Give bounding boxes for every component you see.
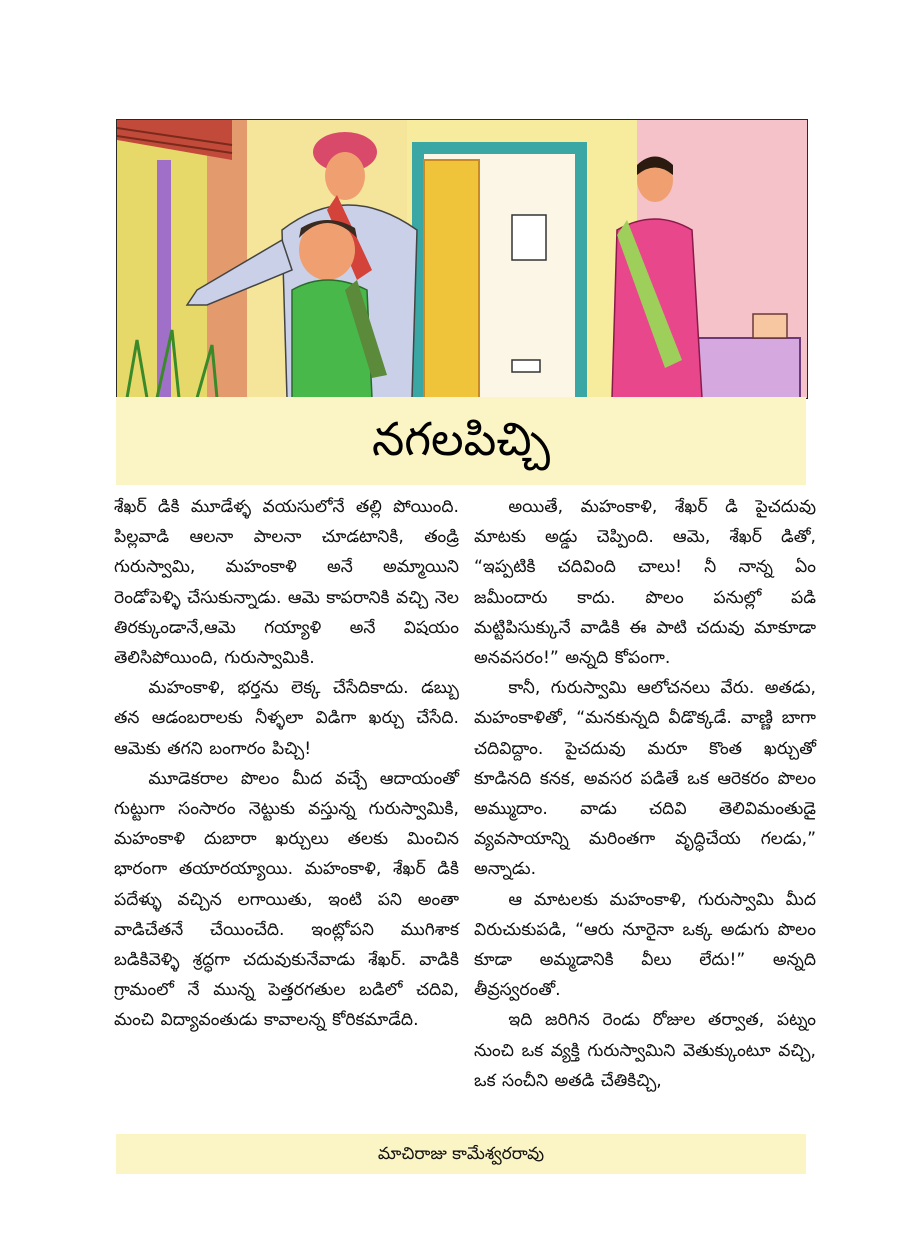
paragraph: మహంకాళి, భర్తను లెక్క చేసేదికాదు. డబ్బు తన ఆడంబరాలకు నీళ్ళలా విడిగా ఖర్చు చేసేది. ఆమెకు తగని బంగారం పిచ్చి!	[114, 678, 459, 759]
title-banner	[116, 397, 806, 485]
author-name: మాచిరాజు కామేశ్వరరావు	[377, 1144, 545, 1164]
story-illustration	[116, 119, 808, 399]
text-column-right	[474, 492, 816, 1096]
paragraph: మూడెకరాల పొలం మీద వచ్చే ఆదాయంతో గుట్టుగా సంసారం నెట్టుకు వస్తున్న గురుస్వామికి, మహంకాళి దుబారా ఖర్చులు తలకు మించిన భారంగా తయారయ్యాయి. మహంకాళి, శేఖర్ డికి పదేళ్ళు వచ్చిన లగాయితు, ఇంటి పని అంతా వాడిచేతనే చేయించేది. ఇంట్లోపని ముగిశాక బడికివెళ్ళి శ్రద్ధగా చదువుకునేవాడు శేఖర్. వాడికి గ్రామంలో నే మున్న పెత్తరగతుల బడిలో చదివి, మంచి విద్యావంతుడు కావాలన్న కోరికమాడేది.	[114, 768, 459, 1031]
text-column-left	[114, 492, 459, 1036]
paragraph: ఆ మాటలకు మహంకాళి, గురుస్వామి మీద విరుచుకుపడి, “ఆరు నూరైనా ఒక్క అడుగు పొలం కూడా అమ్మడానికి వీలు లేదు!” అన్నది తీవ్రస్వరంతో.	[474, 889, 816, 1001]
family-scene-image	[117, 120, 807, 398]
paragraph: శేఖర్ డికి మూడేళ్ళ వయసులోనే తల్లి పోయింది. పిల్లవాడి ఆలనా పాలనా చూడటానికి, తండ్రి గురుస్వామి, మహంకాళి అనే అమ్మాయిని రెండోపెళ్ళి చేసుకున్నాడు. ఆమె కాపరానికి వచ్చి నెల తిరక్కుండానే,ఆమె గయ్యాళి అనే విషయం తెలిసిపోయింది, గురుస్వామికి.	[114, 497, 459, 669]
paragraph: ఇది జరిగిన రెండు రోజుల తర్వాత, పట్నం నుంచి ఒక వ్యక్తి గురుస్వామిని వెతుక్కుంటూ వచ్చి, ఒక సంచీని అతడి చేతికిచ్చి,	[474, 1010, 816, 1091]
paragraph: అయితే, మహంకాళి, శేఖర్ డి పైచదువు మాటకు అడ్డు చెప్పింది. ఆమె, శేఖర్ డితో, “ఇప్పటికి చదివింది చాలు! నీ నాన్న ఏం జమీందారు కాదు. పొలం పనుల్లో పడి మట్టిపిసుక్కునే వాడికి ఈ పాటి చదువు మాకూడా అనవసరం!” అన్నది కోపంగా.	[474, 497, 816, 669]
author-banner	[116, 1134, 806, 1174]
story-title: నగలపిచ్చి	[371, 412, 551, 466]
paragraph: కానీ, గురుస్వామి ఆలోచనలు వేరు. అతడు, మహంకాళితో, “మనకున్నది వీడొక్కడే. వాణ్ణి బాగా చదివిద్దాం. పైచదువు మరూ కొంత ఖర్చుతో కూడినది కనక, అవసర పడితే ఒక ఆరెకరం పొలం అమ్ముదాం. వాడు చదివి తెలివిమంతుడై వ్యవసాయాన్ని మరింతగా వృద్ధిచేయ గలడు,” అన్నాడు.	[474, 678, 816, 880]
